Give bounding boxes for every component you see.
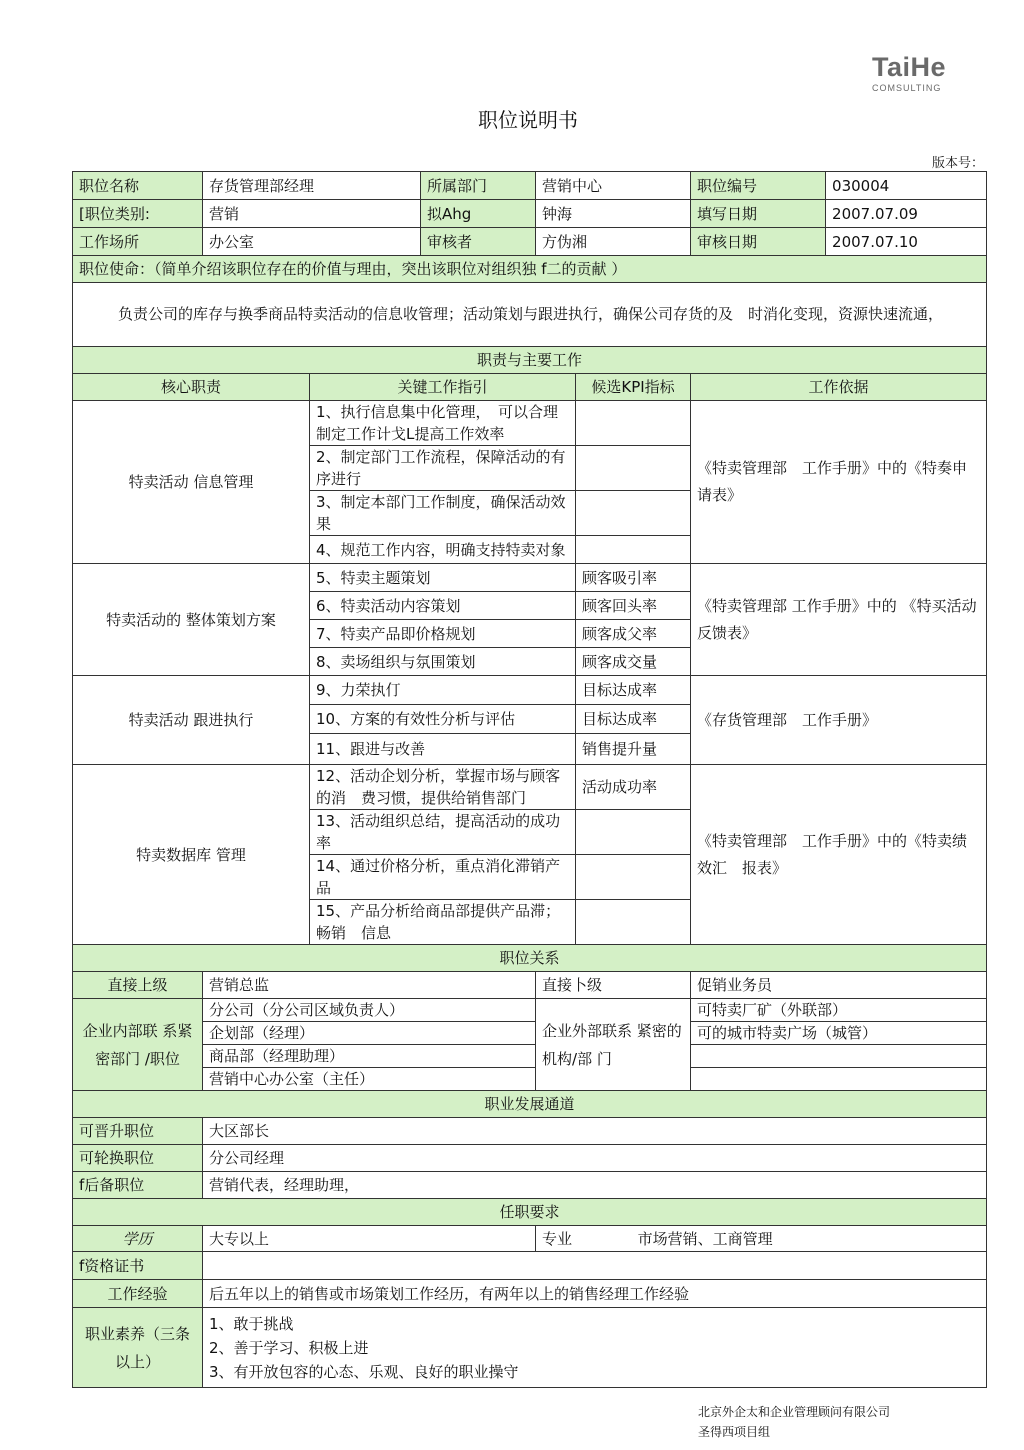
external-item	[691, 1068, 986, 1091]
version-label: 版本号：	[931, 156, 984, 171]
duty-kpi: 活动成功率	[576, 765, 691, 810]
duty-core: 特卖活动 信息管理	[73, 401, 310, 564]
relations-direct-row	[73, 972, 987, 999]
education-row	[73, 1226, 987, 1252]
duty-kpi: 目标达成率	[576, 676, 691, 705]
quality-row	[73, 1308, 987, 1388]
document-title: 职位说明书	[478, 108, 578, 132]
relations-section-row	[73, 945, 987, 972]
requirements-section-title: 任职要求	[73, 1199, 987, 1226]
duty-task: 4、规范工作内容，明确支持特卖对象	[310, 536, 576, 564]
duty-kpi	[576, 491, 691, 536]
duty-task: 15、产品分析给商品部提供产品滞；畅销 信息	[310, 900, 576, 945]
career-section-title: 职业发展通道	[73, 1091, 987, 1118]
cert-row	[73, 1252, 987, 1280]
duty-kpi: 顾客成父率	[576, 620, 691, 648]
superior-value: 营销总监	[203, 972, 536, 999]
duties-header-kpi: 候选KPI指标	[576, 374, 691, 401]
quality-item: 3、有开放包容的心态、乐观、良好的职业操守	[209, 1362, 519, 1381]
value-cell: 2007.07.09	[826, 200, 987, 228]
basic-row	[73, 228, 987, 256]
label-cell: 审核者	[421, 228, 536, 256]
internal-label: 企业内部联 系紧密部门 /职位	[73, 999, 203, 1091]
duty-kpi	[576, 900, 691, 945]
duties-header-core: 核心职责	[73, 374, 310, 401]
major-value: 市场营销、工商管理	[637, 1229, 773, 1248]
subordinate-value: 促销业务员	[691, 972, 987, 999]
career-row	[73, 1145, 987, 1172]
duty-row	[73, 401, 987, 446]
duty-task: 5、特卖主题策划	[310, 564, 576, 592]
quality-item: 1、敢于挑战	[209, 1314, 294, 1333]
internal-item: 商品部（经理助理）	[203, 1045, 535, 1068]
duty-kpi	[576, 855, 691, 900]
value-cell: 营销中心	[536, 172, 691, 200]
internal-item: 分公司（分公司区域负责人）	[203, 999, 535, 1022]
basic-row	[73, 200, 987, 228]
logo-sub-text: COMSULTING	[872, 83, 942, 93]
value-cell: 钟海	[536, 200, 691, 228]
logo-main-text: TaiHe	[872, 52, 947, 82]
value-cell: 营销	[203, 200, 421, 228]
duties-header-row	[73, 374, 987, 401]
duty-groups	[73, 401, 987, 945]
footer-company: 北京外企太和企业管理顾问有限公司	[698, 1405, 891, 1419]
duty-task: 12、活动企划分析，掌握市场与顾客的消 费习惯，提供给销售部门	[310, 765, 576, 810]
label-cell: 审核日期	[691, 228, 826, 256]
relations-section-title: 职位关系	[73, 945, 987, 972]
duties-header-tasks: 关键工作指引	[310, 374, 576, 401]
value-cell: 办公室	[203, 228, 421, 256]
duty-kpi	[576, 810, 691, 855]
duty-kpi	[576, 446, 691, 491]
career-row	[73, 1118, 987, 1145]
career-label: 可晋升职位	[73, 1118, 203, 1145]
value-cell: 2007.07.10	[826, 228, 987, 256]
duties-section-row	[73, 347, 987, 374]
education-value: 大专以上	[203, 1226, 536, 1252]
duty-kpi: 销售提升量	[576, 734, 691, 765]
mission-label-row	[73, 256, 987, 283]
duty-task: 1、执行信息集中化管理， 可以合理制定工作计戈L提高工作效率	[310, 401, 576, 446]
footer	[698, 1402, 890, 1442]
major-cell	[536, 1226, 987, 1252]
duty-task: 10、方案的有效性分析与评估	[310, 705, 576, 734]
duty-kpi: 顾客吸引率	[576, 564, 691, 592]
label-cell: 工作场所	[73, 228, 203, 256]
education-label: 学历	[73, 1226, 203, 1252]
superior-label: 直接上级	[73, 972, 203, 999]
career-section-row	[73, 1091, 987, 1118]
duty-row	[73, 564, 987, 592]
relations-contacts-row	[73, 999, 987, 1091]
mission-text-row	[73, 283, 987, 347]
duty-row	[73, 676, 987, 705]
basic-row	[73, 172, 987, 200]
major-label: 专业	[542, 1229, 573, 1248]
label-cell: 拟Ahg	[421, 200, 536, 228]
duty-core: 特卖数据库 管理	[73, 765, 310, 945]
value-cell: 存货管理部经理	[203, 172, 421, 200]
label-cell: 职位名称	[73, 172, 203, 200]
label-cell: 职位编号	[691, 172, 826, 200]
mission-text: 负责公司的库存与换季商品特卖活动的信息收管理；活动策划与跟进执行，确保公司存货的及 时消化变现，资源快速流通，	[73, 283, 987, 347]
duty-task: 7、特卖产品即价格规划	[310, 620, 576, 648]
internal-list-cell	[203, 999, 536, 1091]
duty-basis: 《存货管理部 工作手册》	[691, 676, 987, 765]
external-item: 可特卖厂矿（外联部）	[691, 999, 986, 1022]
mission-label: 职位使命：（简单介绍该职位存在的价值与理由，突出该职位对组织独 f二的贡献 ）	[73, 256, 987, 283]
experience-label: 工作经验	[73, 1280, 203, 1308]
internal-item: 企划部（经理）	[203, 1022, 535, 1045]
duty-task: 13、活动组织总结，提高活动的成功率	[310, 810, 576, 855]
duty-basis: 《特卖管理部 工作手册》中的 《特买活动反馈表》	[691, 564, 987, 676]
requirements-section-row	[73, 1199, 987, 1226]
internal-list	[203, 999, 535, 1090]
career-label: 可轮换职位	[73, 1145, 203, 1172]
external-list-cell	[691, 999, 987, 1091]
duty-task: 11、跟进与改善	[310, 734, 576, 765]
duty-kpi: 目标达成率	[576, 705, 691, 734]
duty-task: 2、制定部门工作流程，保障活动的有序进行	[310, 446, 576, 491]
external-item: 可的城市特卖广场（城管）	[691, 1022, 986, 1045]
internal-item: 营销中心办公室（主任）	[209, 1070, 375, 1088]
experience-value: 后五年以上的销售或市场策划工作经历，有两年以上的销售经理工作经验	[203, 1280, 987, 1308]
career-value: 营销代表，经理助理，	[203, 1172, 987, 1199]
value-cell: 方伪湘	[536, 228, 691, 256]
quality-item: 2、善于学习、积极上进	[209, 1338, 369, 1357]
company-logo	[872, 52, 992, 93]
external-item	[691, 1045, 986, 1068]
career-row	[73, 1172, 987, 1199]
career-value: 分公司经理	[203, 1145, 987, 1172]
external-list	[691, 999, 986, 1090]
duty-core: 特卖活动 跟进执行	[73, 676, 310, 765]
cert-label: f资格证书	[73, 1252, 203, 1280]
career-label: f后备职位	[73, 1172, 203, 1199]
label-cell: [职位类别:	[73, 200, 203, 228]
job-description-table	[72, 171, 987, 1388]
duty-task: 14、通过价格分析，重点消化滞销产品	[310, 855, 576, 900]
duty-task: 6、特卖活动内容策划	[310, 592, 576, 620]
duty-task: 8、卖场组织与氛围策划	[310, 648, 576, 676]
duty-kpi: 顾客回头率	[576, 592, 691, 620]
external-label: 企业外部联系 紧密的机构/部 门	[536, 999, 691, 1091]
duty-kpi	[576, 401, 691, 446]
duty-row	[73, 765, 987, 810]
duty-task: 9、力荣执仃	[310, 676, 576, 705]
value-cell: 030004	[826, 172, 987, 200]
duty-kpi: 顾客成交量	[576, 648, 691, 676]
duty-core: 特卖活动的 整体策划方案	[73, 564, 310, 676]
label-cell: 所属部门	[421, 172, 536, 200]
subordinate-label: 直接卜级	[536, 972, 691, 999]
quality-list	[203, 1308, 987, 1388]
duty-basis: 《特卖管理部 工作手册》中的《特卖绩效汇 报表》	[691, 765, 987, 945]
quality-label: 职业素养（三条以上）	[73, 1308, 203, 1388]
experience-row	[73, 1280, 987, 1308]
duty-kpi	[576, 536, 691, 564]
cert-value	[203, 1252, 987, 1280]
label-cell: 填写日期	[691, 200, 826, 228]
duty-basis: 《特卖管理部 工作手册》中的《特奏申请表》	[691, 401, 987, 564]
career-value: 大区部长	[203, 1118, 987, 1145]
duties-header-basis: 工作依据	[691, 374, 987, 401]
footer-project: 圣得西项目组	[698, 1425, 771, 1439]
duties-section-title: 职责与主要工作	[73, 347, 987, 374]
duty-task: 3、制定本部门工作制度，确保活动效果	[310, 491, 576, 536]
